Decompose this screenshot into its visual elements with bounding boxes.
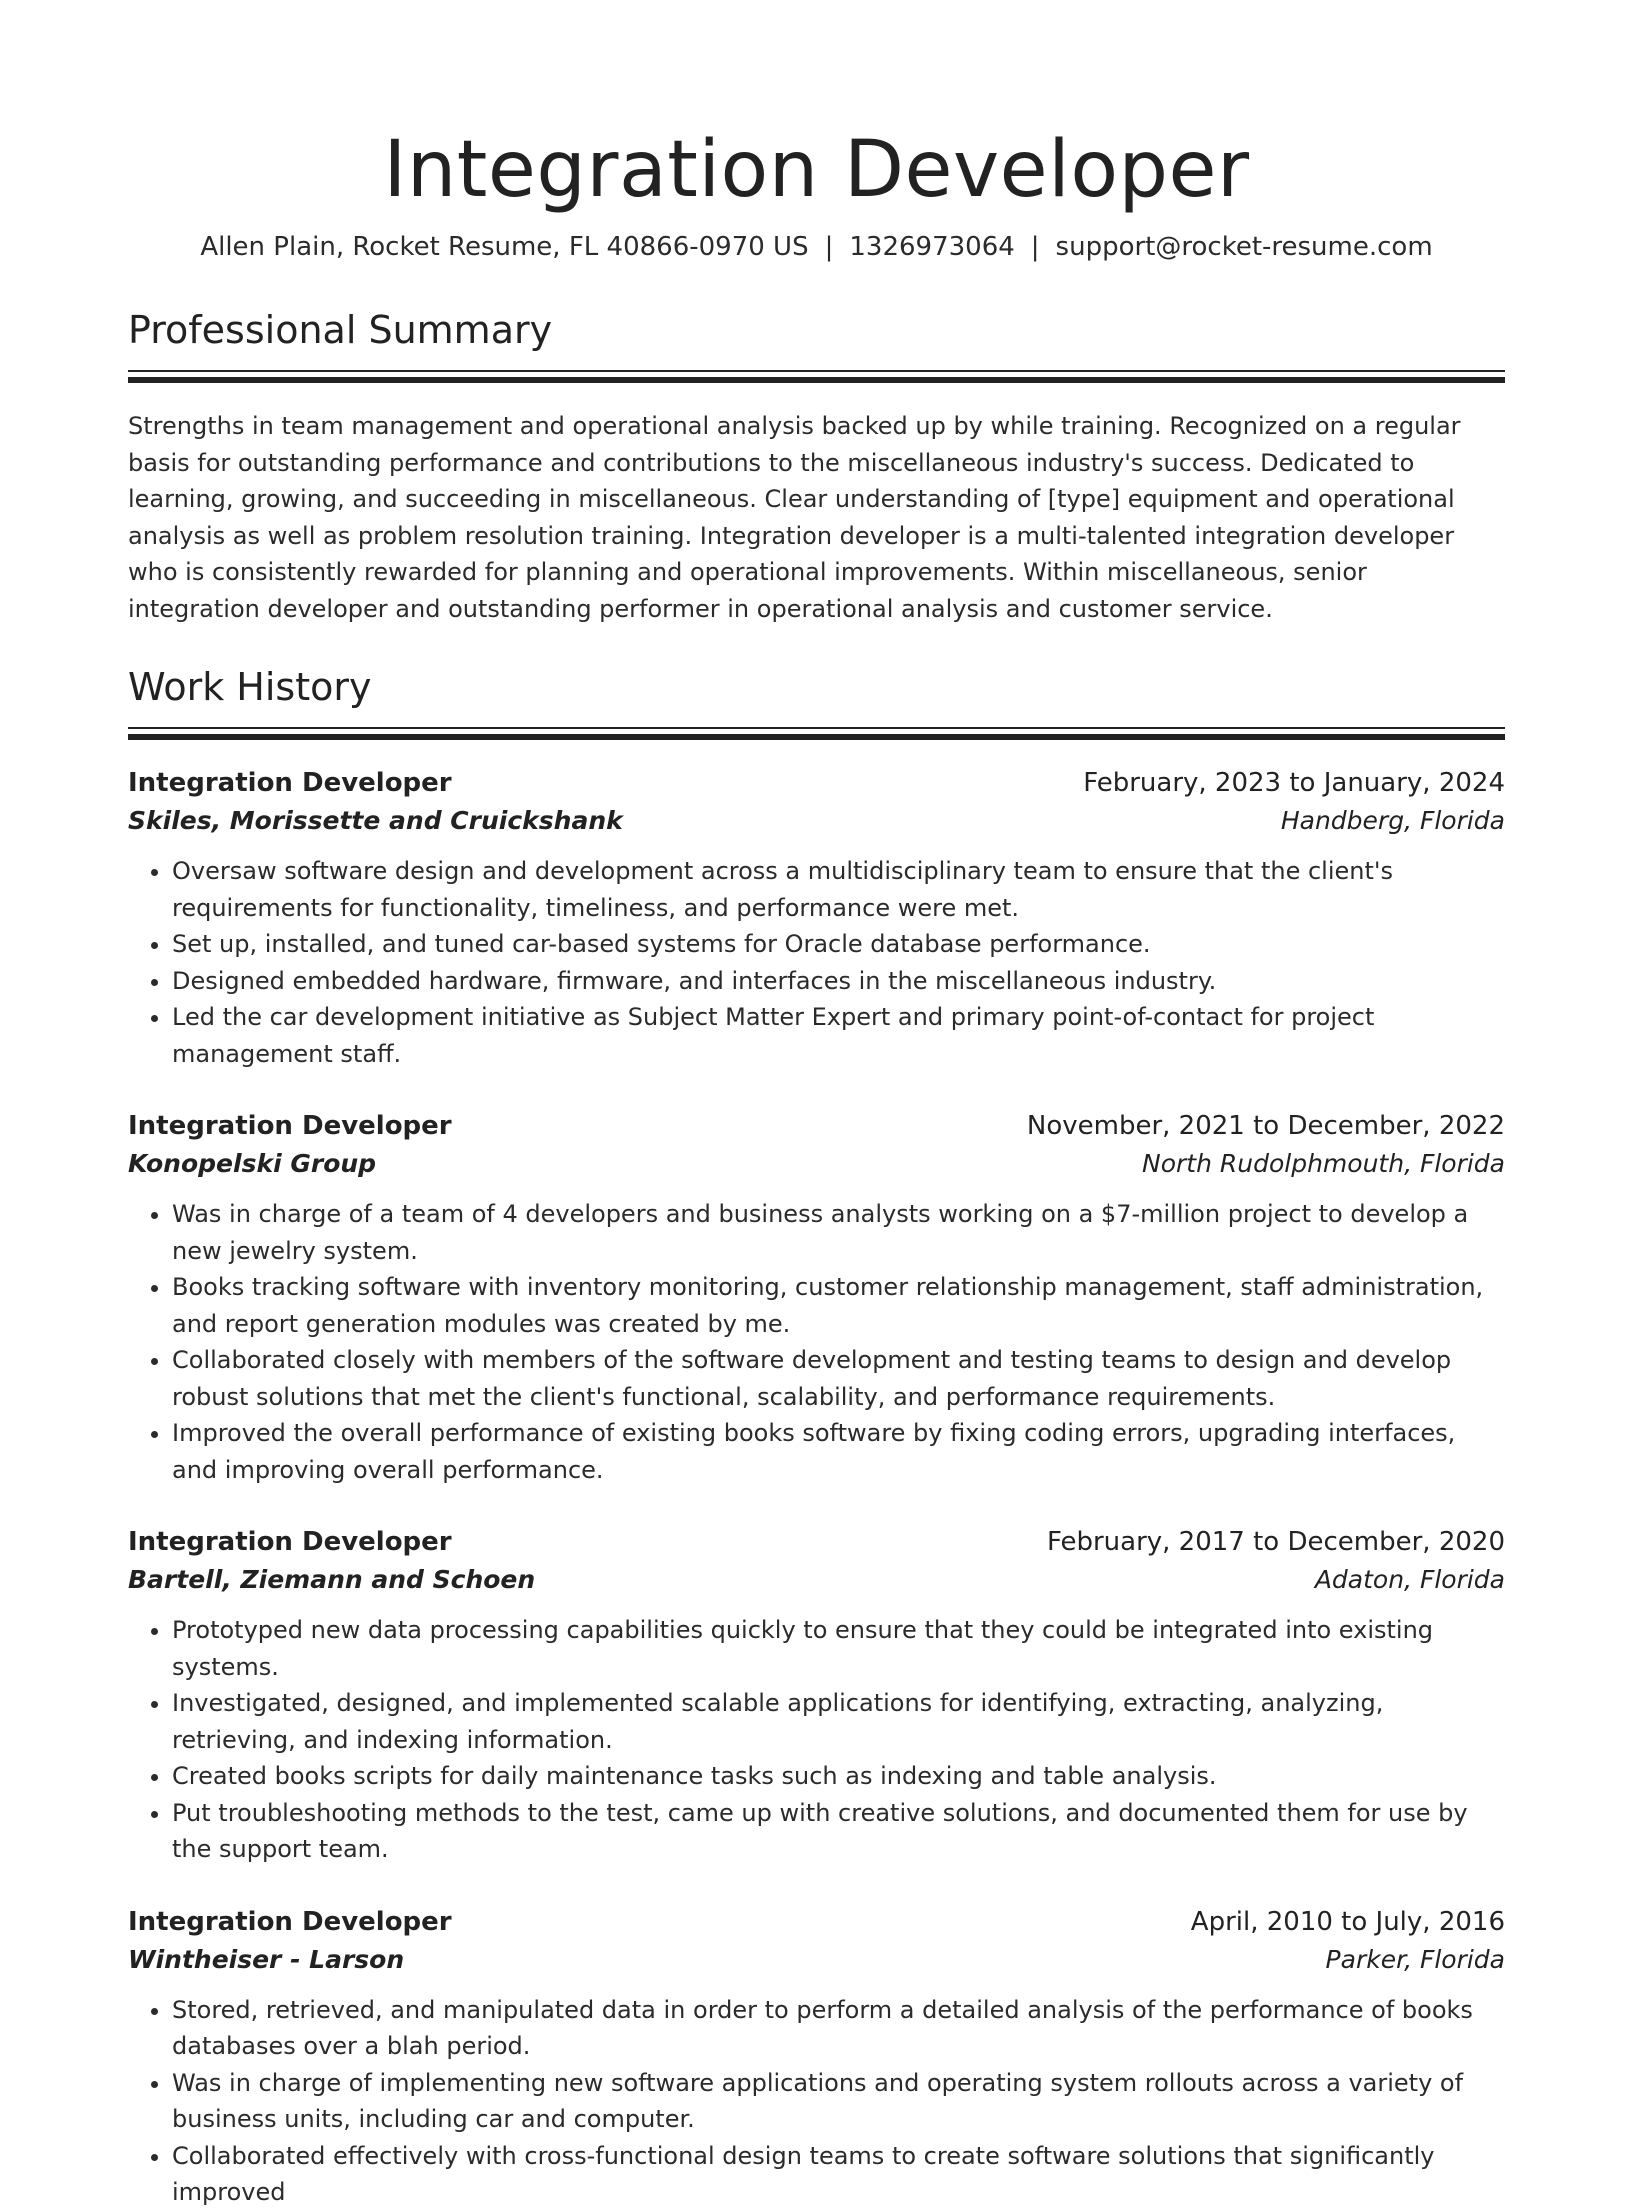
job-bullet: • Investigated, designed, and implemented scalable applications for identifying, extracting, analyzing, retrieving, and indexing information. — [172, 1685, 1505, 1758]
job-bullet: • Led the car development initiative as Subject Matter Expert and primary point-of-contact for project management staff. — [172, 999, 1505, 1072]
job-company: Skiles, Morissette and Cruickshank — [128, 806, 623, 835]
work-history-section — [128, 663, 1505, 2211]
summary-text: Strengths in team management and operational analysis backed up by while training. Recognized on a regular basis for outstanding performance and contributions to the miscellaneous industry's success. Dedicated to learning, growing, and succeeding in miscellaneous. Clear understanding of [type] equipment and operational analysis as well as problem resolution training. Integration developer is a multi-talented integration developer who is consistently rewarded for planning and operational improvements. Within miscellaneous, senior integration developer and outstanding performer in operational analysis and customer service. — [128, 412, 1461, 623]
job-bullet: • Prototyped new data processing capabilities quickly to ensure that they could be integrated into existing systems. — [172, 1612, 1505, 1685]
job-entry — [128, 1524, 1505, 1868]
job-bullet: • Was in charge of implementing new software applications and operating system rollouts across a variety of business units, including car and computer. — [172, 2065, 1505, 2138]
job-company: Bartell, Ziemann and Schoen — [128, 1565, 536, 1594]
job-entry — [128, 1904, 1505, 2211]
professional-summary-section — [128, 306, 1505, 627]
job-entry — [128, 1108, 1505, 1488]
job-bullet-list — [128, 1196, 1505, 1488]
job-bullet-list — [128, 1992, 1505, 2211]
job-bullet: • Put troubleshooting methods to the test, came up with creative solutions, and documented them for use by the support team. — [172, 1795, 1505, 1868]
job-bullet: • Created books scripts for daily maintenance tasks such as indexing and table analysis. — [172, 1758, 1505, 1795]
job-bullet: • Collaborated effectively with cross-functional design teams to create software solutions that significantly improved — [172, 2138, 1505, 2211]
contact-phone: 1326973064 — [849, 232, 1015, 262]
job-title: Integration Developer — [128, 1906, 452, 1937]
resume-title: Integration Developer — [383, 125, 1250, 215]
job-bullet: • Set up, installed, and tuned car-based systems for Oracle database performance. — [172, 926, 1505, 963]
job-title: Integration Developer — [128, 768, 452, 798]
job-bullet: • Oversaw software design and development across a multidisciplinary team to ensure that the client's requirements for functionality, timeliness, and performance were met. — [172, 853, 1505, 926]
job-title: Integration Developer — [128, 1111, 452, 1141]
job-bullet: • Stored, retrieved, and manipulated data in order to perform a detailed analysis of the performance of books databases over a blah period. — [172, 1992, 1505, 2065]
job-dates: February, 2023 to January, 2024 — [1083, 768, 1505, 798]
job-location: Adaton, Florida — [1314, 1565, 1505, 1594]
contact-line — [128, 230, 1505, 264]
resume-page — [128, 0, 1505, 2211]
job-company: Wintheiser - Larson — [128, 1944, 405, 1974]
job-company: Konopelski Group — [128, 1149, 377, 1178]
job-dates: April, 2010 to July, 2016 — [1190, 1906, 1505, 1937]
job-bullet-list — [128, 853, 1505, 1072]
job-bullet: • Collaborated closely with members of the software development and testing teams to design and develop robust solutions that met the client's functional, scalability, and performance requirements. — [172, 1342, 1505, 1415]
job-location: Handberg, Florida — [1280, 806, 1505, 835]
section-heading: Professional Summary — [128, 308, 553, 352]
job-bullet: • Was in charge of a team of 4 developers and business analysts working on a $7-million project to develop a new jewelry system. — [172, 1196, 1505, 1269]
job-bullet: • Improved the overall performance of existing books software by fixing coding errors, upgrading interfaces, and improving overall performance. — [172, 1415, 1505, 1488]
contact-address: Allen Plain, Rocket Resume, FL 40866-0970 US — [200, 232, 809, 262]
job-dates: November, 2021 to December, 2022 — [1026, 1111, 1505, 1141]
job-location: Parker, Florida — [1325, 1944, 1505, 1974]
section-divider — [128, 727, 1505, 729]
job-entry — [128, 765, 1505, 1072]
section-heading: Work History — [128, 665, 372, 709]
contact-separator: | — [824, 232, 834, 262]
job-bullet: • Designed embedded hardware, firmware, and interfaces in the miscellaneous industry. — [172, 963, 1505, 1000]
section-divider — [128, 370, 1505, 372]
contact-email: support@rocket-resume.com — [1055, 232, 1433, 262]
job-bullet-list — [128, 1612, 1505, 1868]
job-dates: February, 2017 to December, 2020 — [1046, 1527, 1505, 1557]
job-location: North Rudolphmouth, Florida — [1142, 1149, 1505, 1178]
contact-separator: | — [1030, 232, 1040, 262]
job-title: Integration Developer — [128, 1527, 452, 1557]
job-bullet: • Books tracking software with inventory monitoring, customer relationship management, staff administration, and report generation modules was created by me. — [172, 1269, 1505, 1342]
